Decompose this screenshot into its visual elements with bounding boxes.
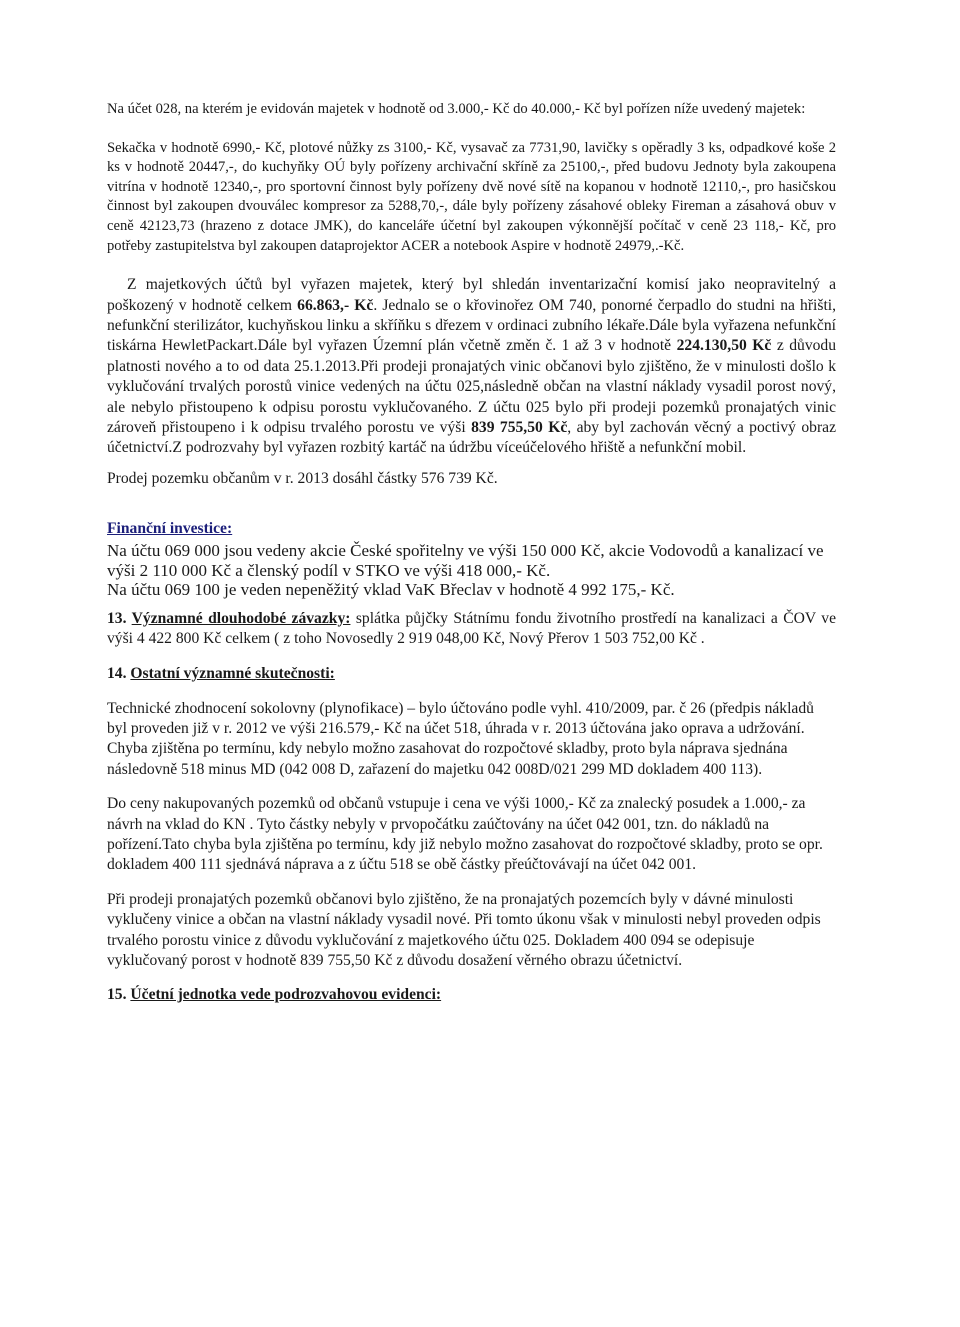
paragraph-porizeny-majetek: Sekačka v hodnotě 6990,- Kč, plotové nůžky zs 3100,- Kč, vysavač za 7731,90, lavičky s opěradly 3 ks, odpadkové koše 2 ks v hodnotě 20447,-, do kuchyňky OÚ byly pořízeny archivační skříně za 25100,-, před budovu Jednoty byla zakoupena vitrína v hodnotě 12340,-, pro sportovní činnost byly pořízeny dvě nové sítě na kopanou v hodnotě 12110,-, pro hasičskou činnost byl zakoupen dvouválec kompresor za 5288,70,-, dále byly pořízeny zásahové obleky Fireman a zásahová obuv v ceně 42123,73 (hrazeno z dotace JMK), do kanceláře účetní byl zakoupen výkonnější počítač v ceně 23 118,- Kč, pro potřeby zastupitelstva byl zakoupen dataprojektor ACER a notebook Aspire v hodnotě 24979,.-Kč.: [107, 139, 836, 254]
paragraph-prodej-vinic: Při prodeji pronajatých pozemků občanovi bylo zjištěno, že na pronajatých pozemcích byly v dávné minulosti vyklučeny vinice a občan na vlastní náklady vysadil nové. Při tomto úkonu však v minulosti nebyl proveden odpis trvalého porostu vinice z důvodu vyklučování z majetkového účtu 025. Dokladem 400 094 se odepisuje vyklučovaný porost v hodnotě 839 755,50 Kč z důvodu dosažení věrného obrazu účetnictví.: [107, 890, 821, 969]
paragraph-ceny-pozemku: Do ceny nakupovaných pozemků od občanů vstupuje i cena ve výši 1000,- Kč za znalecký posudek a 1.000,- za návrh na vklad do KN . Tyto částky nebyly v prvopočátku zaúčtovány na účet 042 001, tzn. do nákladů na pořízení.Tato chyba byla zjištěna po termínu, kdy již nebylo možno zasahovat do rozpočtové skladby, proto se opr. dokladem 400 111 sjednává náprava a z účtu 518 se obě částky přeúčtovávají na účet 042 001.: [107, 795, 823, 874]
section-number: 13.: [107, 609, 132, 627]
paragraph-akcie: Na účtu 069 000 jsou vedeny akcie České spořitelny ve výši 150 000 Kč, akcie Vodovodů a kanalizací ve výši 2 110 000 Kč a členský podíl v STKO ve výši 418 000,- Kč.: [107, 541, 824, 580]
text-segment: Z majetkových účtů byl vyřazen majetek, který byl shledán inventarizační komisí jako neopravitelný a poškozený v hodnotě celkem: [107, 276, 836, 314]
section-title: Ostatní významné skutečnosti:: [130, 664, 335, 682]
heading-label: Finanční investice:: [107, 520, 233, 538]
section-title: Účetní jednotka vede podrozvahovou evidenci:: [130, 986, 442, 1004]
paragraph-dlouhodobe-zavazky: [107, 609, 836, 650]
heading-ostatni-skutecnosti: [107, 664, 836, 684]
paragraph-majetek-028: Na účet 028, na kterém je evidován majetek v hodnotě od 3.000,- Kč do 40.000,- Kč byl pořízen níže uvedený majetek:: [107, 101, 806, 117]
amount-total-vyrazeno: 66.863,- Kč: [297, 296, 374, 314]
text-segment: . Jednalo se o křovinořez OM 740, ponorné čerpadlo do studni na hřišti, nefunkční sterilizátor, kuchyňskou linku a skříňku s dřezem v ordinaci zubního lékaře.Dále byla vyřazena nefunkční tiskárna HewletPackart.Dále byl vyřazen Územní plán včetně změn č. 1 až 3 v hodnotě: [107, 296, 837, 355]
heading-financni-investice: [107, 519, 836, 539]
amount-trvaly-porost: 839 755,50 Kč: [471, 419, 568, 436]
paragraph-prodej-pozemku: Prodej pozemku občanům v r. 2013 dosáhl částky 576 739 Kč.: [107, 469, 498, 487]
amount-uzemni-plan: 224.130,50 Kč: [676, 337, 772, 355]
paragraph-sokolovna: Technické zhodnocení sokolovny (plynofikace) – bylo účtováno podle vyhl. 410/2009, par. č 26 (předpis nákladů byl proveden již v r. 2012 ve výši 216.579,- Kč na účet 518, úhrada v r. 2013 účtována jako oprava a udržování. Chyba zjištěna po termínu, kdy nebylo možno zasahovat do rozpočtové skladby, proto byla náprava sjednána následovně 518 minus MD (042 008 D, zařazení do majetku 042 008D/021 299 MD dokladem 400 113).: [107, 699, 814, 778]
paragraph-vklad-vak: Na účtu 069 100 je veden nepeněžitý vklad VaK Břeclav v hodnotě 4 992 175,- Kč.: [107, 580, 675, 600]
paragraph-vyrazeny-majetek: [107, 275, 836, 459]
text-segment: , aby byl zachován věcný a poctivý obraz účetnictví.Z podrozvahy byl vyřazen rozbitý kartáč na údržbu víceúčelového hřiště a nefunkční mobil.: [107, 419, 836, 457]
section-title: Významné dlouhodobé závazky:: [131, 609, 351, 627]
section-number: 14.: [107, 664, 131, 682]
section-number: 15.: [107, 986, 131, 1004]
heading-podrozvahova-evidence: [107, 985, 836, 1005]
text-segment: splátka půjčky Státnímu fondu životního prostředí na kanalizaci a ČOV ve výši 4 422 800 Kč celkem ( z toho Novosedly 2 919 048,00 Kč, Nový Přerov 1 503 752,00 Kč .: [107, 609, 836, 648]
text-segment: z důvodu platnosti nového a to od data 25.1.2013.Při prodeji pronajatých vinic občanovi bylo zjištěno, že v minulosti došlo k vyklučování trvalých porostů vinice vedených na účtu 025,následně občan na vlastní náklady vysadil porost nový, ale nebylo přistoupeno k odpisu porostu vyklučovaného. Z účtu 025 bylo při prodeji pozemků pronajatých vinic zároveň přistoupeno i k odpisu trvalého porostu ve výši: [107, 337, 837, 436]
